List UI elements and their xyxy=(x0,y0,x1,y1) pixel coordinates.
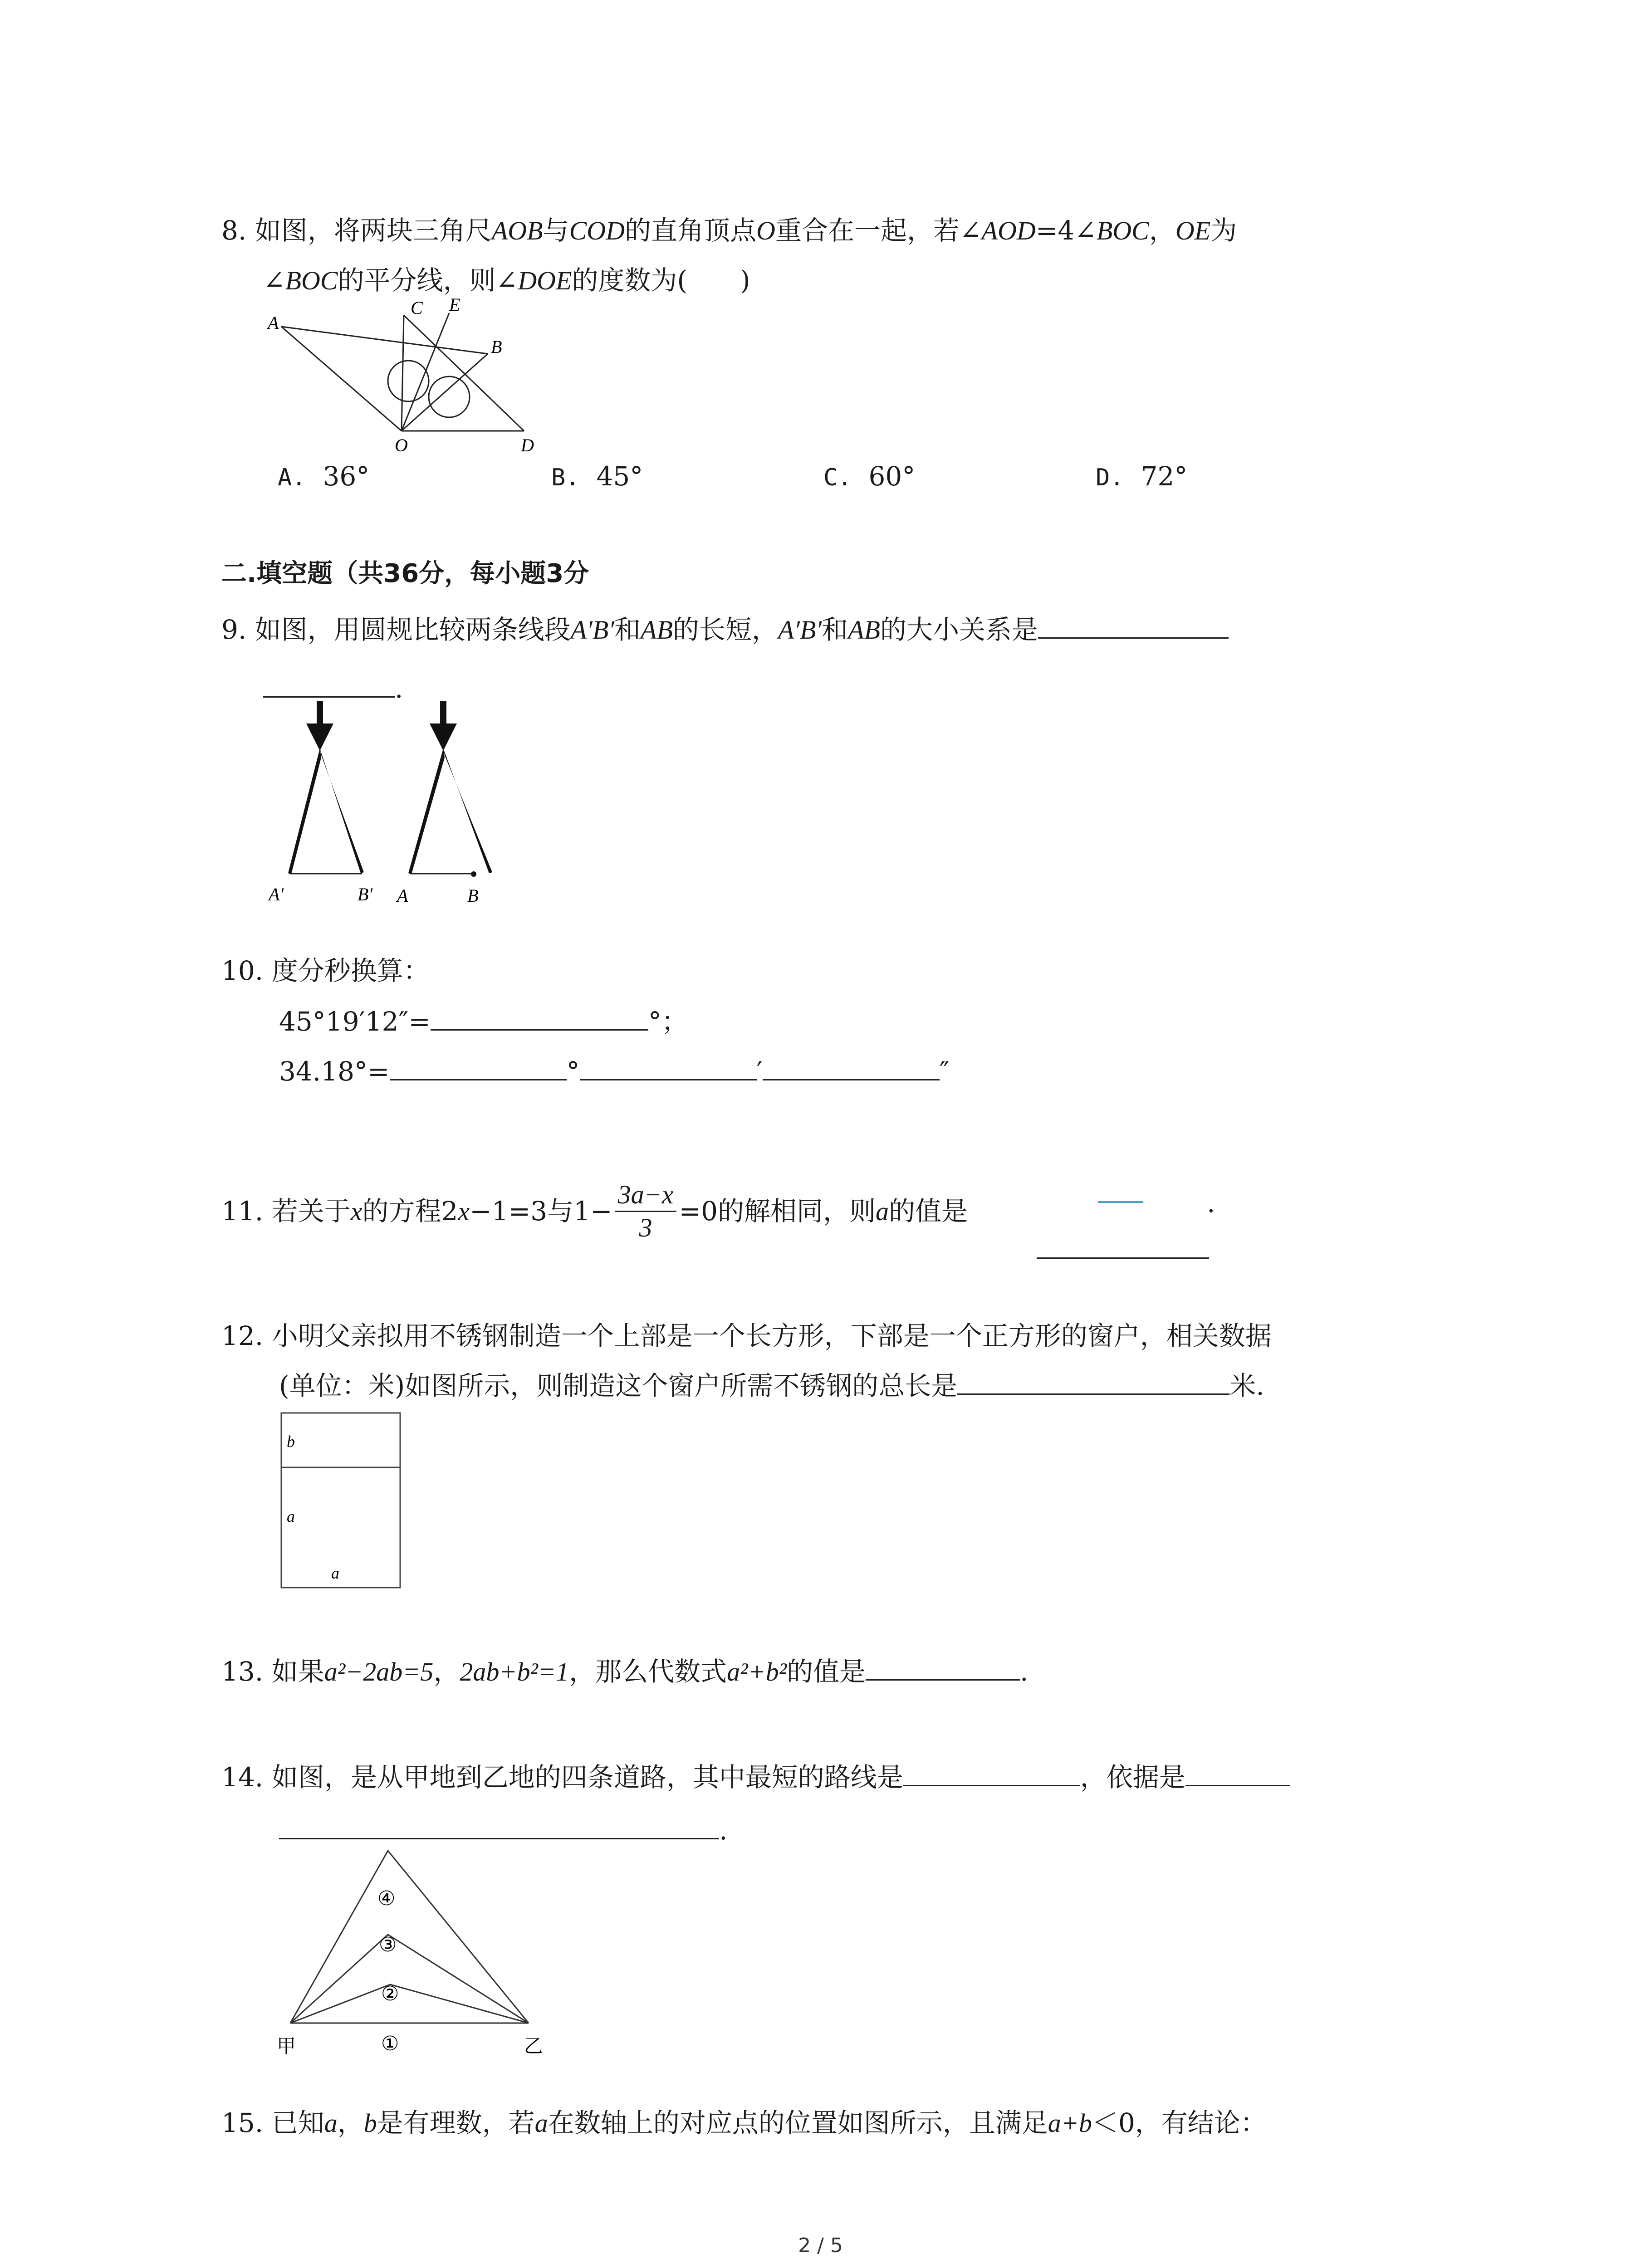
q14-answer-blank-2[interactable] xyxy=(1185,1760,1290,1786)
q11-end-dot: . xyxy=(1207,1188,1215,1218)
q14-number: 14. xyxy=(221,1762,264,1793)
q11-number: 11. xyxy=(221,1196,264,1227)
q12-line2: (单位：米)如图所示，则制造这个窗户所需不锈钢的总长是 米. xyxy=(279,1368,1264,1404)
q11-fraction: $\frac{3a-x}{3}$ xyxy=(615,1179,676,1244)
q14-line2: . xyxy=(279,1812,727,1848)
q9-label-a-prime: A′ xyxy=(269,884,284,904)
q8-option-b[interactable]: B. 45° xyxy=(551,461,643,492)
q10-answer-blank-deg[interactable] xyxy=(431,1004,648,1031)
q15-number: 15. xyxy=(221,2107,264,2138)
q9-compass-figure xyxy=(259,699,513,912)
q10-answer-blank-d[interactable] xyxy=(390,1054,567,1080)
q8-number: 8. xyxy=(221,215,247,246)
section-title: 二.填空题（共36分，每小题3分 xyxy=(221,559,589,588)
q8-label-a: A xyxy=(268,313,279,333)
q14-line1: 14. 如图，是从甲地到乙地的四条道路，其中最短的路线是 ，依据是 xyxy=(221,1759,1290,1795)
q14-label-yi: 乙 xyxy=(524,2035,544,2057)
q8-option-c[interactable]: C. 60° xyxy=(823,461,916,492)
q8-label-e: E xyxy=(449,295,460,315)
q10-title: 10. 度分秒换算： xyxy=(221,955,430,986)
q9-label-b: B xyxy=(467,885,479,906)
q9-answer-blank-2[interactable] xyxy=(263,671,395,698)
q14-routes-figure xyxy=(272,1846,563,2064)
q10-answer-blank-s[interactable] xyxy=(763,1054,940,1080)
q14-label-jia: 甲 xyxy=(277,2035,296,2057)
q8-label-b: B xyxy=(491,337,502,357)
q12-label-b: b xyxy=(287,1432,295,1451)
q11-line: 11. 若关于x的方程2x−1=3与1− $\frac{3a-x}{3}$ =0的解相同，则a的值是 xyxy=(221,1175,968,1248)
q8-label-o: O xyxy=(395,435,408,455)
q8-label-c: C xyxy=(411,298,423,318)
q12-number: 12. xyxy=(221,1320,264,1351)
q8-option-d[interactable]: D. 72° xyxy=(1096,461,1188,492)
q9-answer-blank-1[interactable] xyxy=(1038,612,1229,639)
q15-line: 15. 已知a，b是有理数，若a在数轴上的对应点的位置如图所示，且满足a+b＜0，有结论： xyxy=(221,2107,1267,2138)
q9-line1: 9. 如图，用圆规比较两条线段A′B′和AB的长短，A′B′和AB的大小关系是 xyxy=(221,611,1229,648)
q14-route-4: ④ xyxy=(377,1887,396,1910)
q8-line2: ∠BOC的平分线，则∠DOE的度数为( ) xyxy=(263,265,750,296)
q8-option-a[interactable]: A. 36° xyxy=(278,461,370,492)
q8-line1: 8. 如图，将两块三角尺AOB与COD的直角顶点O重合在一起，若∠AOD=4∠BOC，OE为 xyxy=(221,215,1237,246)
page-number: 2 / 5 xyxy=(798,2234,843,2257)
q11-answer-blank[interactable] xyxy=(1037,1257,1209,1259)
q12-line1: 12. 小明父亲拟用不锈钢制造一个上部是一个长方形，下部是一个正方形的窗户，相关数据 xyxy=(221,1320,1272,1351)
q9-label-b-prime: B′ xyxy=(358,884,373,904)
q9-label-a: A xyxy=(397,885,408,906)
q8-triangle-figure xyxy=(259,295,549,458)
q13-number: 13. xyxy=(221,1656,264,1687)
q14-answer-blank-1[interactable] xyxy=(903,1760,1080,1786)
q12-label-a-left: a xyxy=(287,1507,295,1525)
q13-line: 13. 如果a²−2ab=5，2ab+b²=1，那么代数式a²+b²的值是 . xyxy=(221,1653,1028,1690)
q9-line2: . xyxy=(263,670,403,707)
q8-label-d: D xyxy=(521,435,534,455)
q14-answer-blank-3[interactable] xyxy=(279,1813,719,1839)
q13-answer-blank[interactable] xyxy=(866,1654,1020,1681)
q12-window-figure xyxy=(277,1411,404,1592)
q12-answer-blank[interactable] xyxy=(957,1368,1230,1395)
q10-line1: 45°19′12″= °； xyxy=(279,1003,688,1040)
q10-answer-blank-m[interactable] xyxy=(580,1054,757,1080)
q14-route-3: ③ xyxy=(379,1933,397,1956)
q14-route-2: ② xyxy=(381,1982,399,2005)
q9-number: 9. xyxy=(221,614,247,645)
q14-route-1: ① xyxy=(381,2032,399,2055)
q10-number: 10. xyxy=(221,955,264,986)
q11-accent-dash xyxy=(1098,1201,1143,1203)
q12-label-a-bottom: a xyxy=(331,1564,339,1582)
q10-line2: 34.18°= ° ′ ″ xyxy=(279,1053,949,1090)
